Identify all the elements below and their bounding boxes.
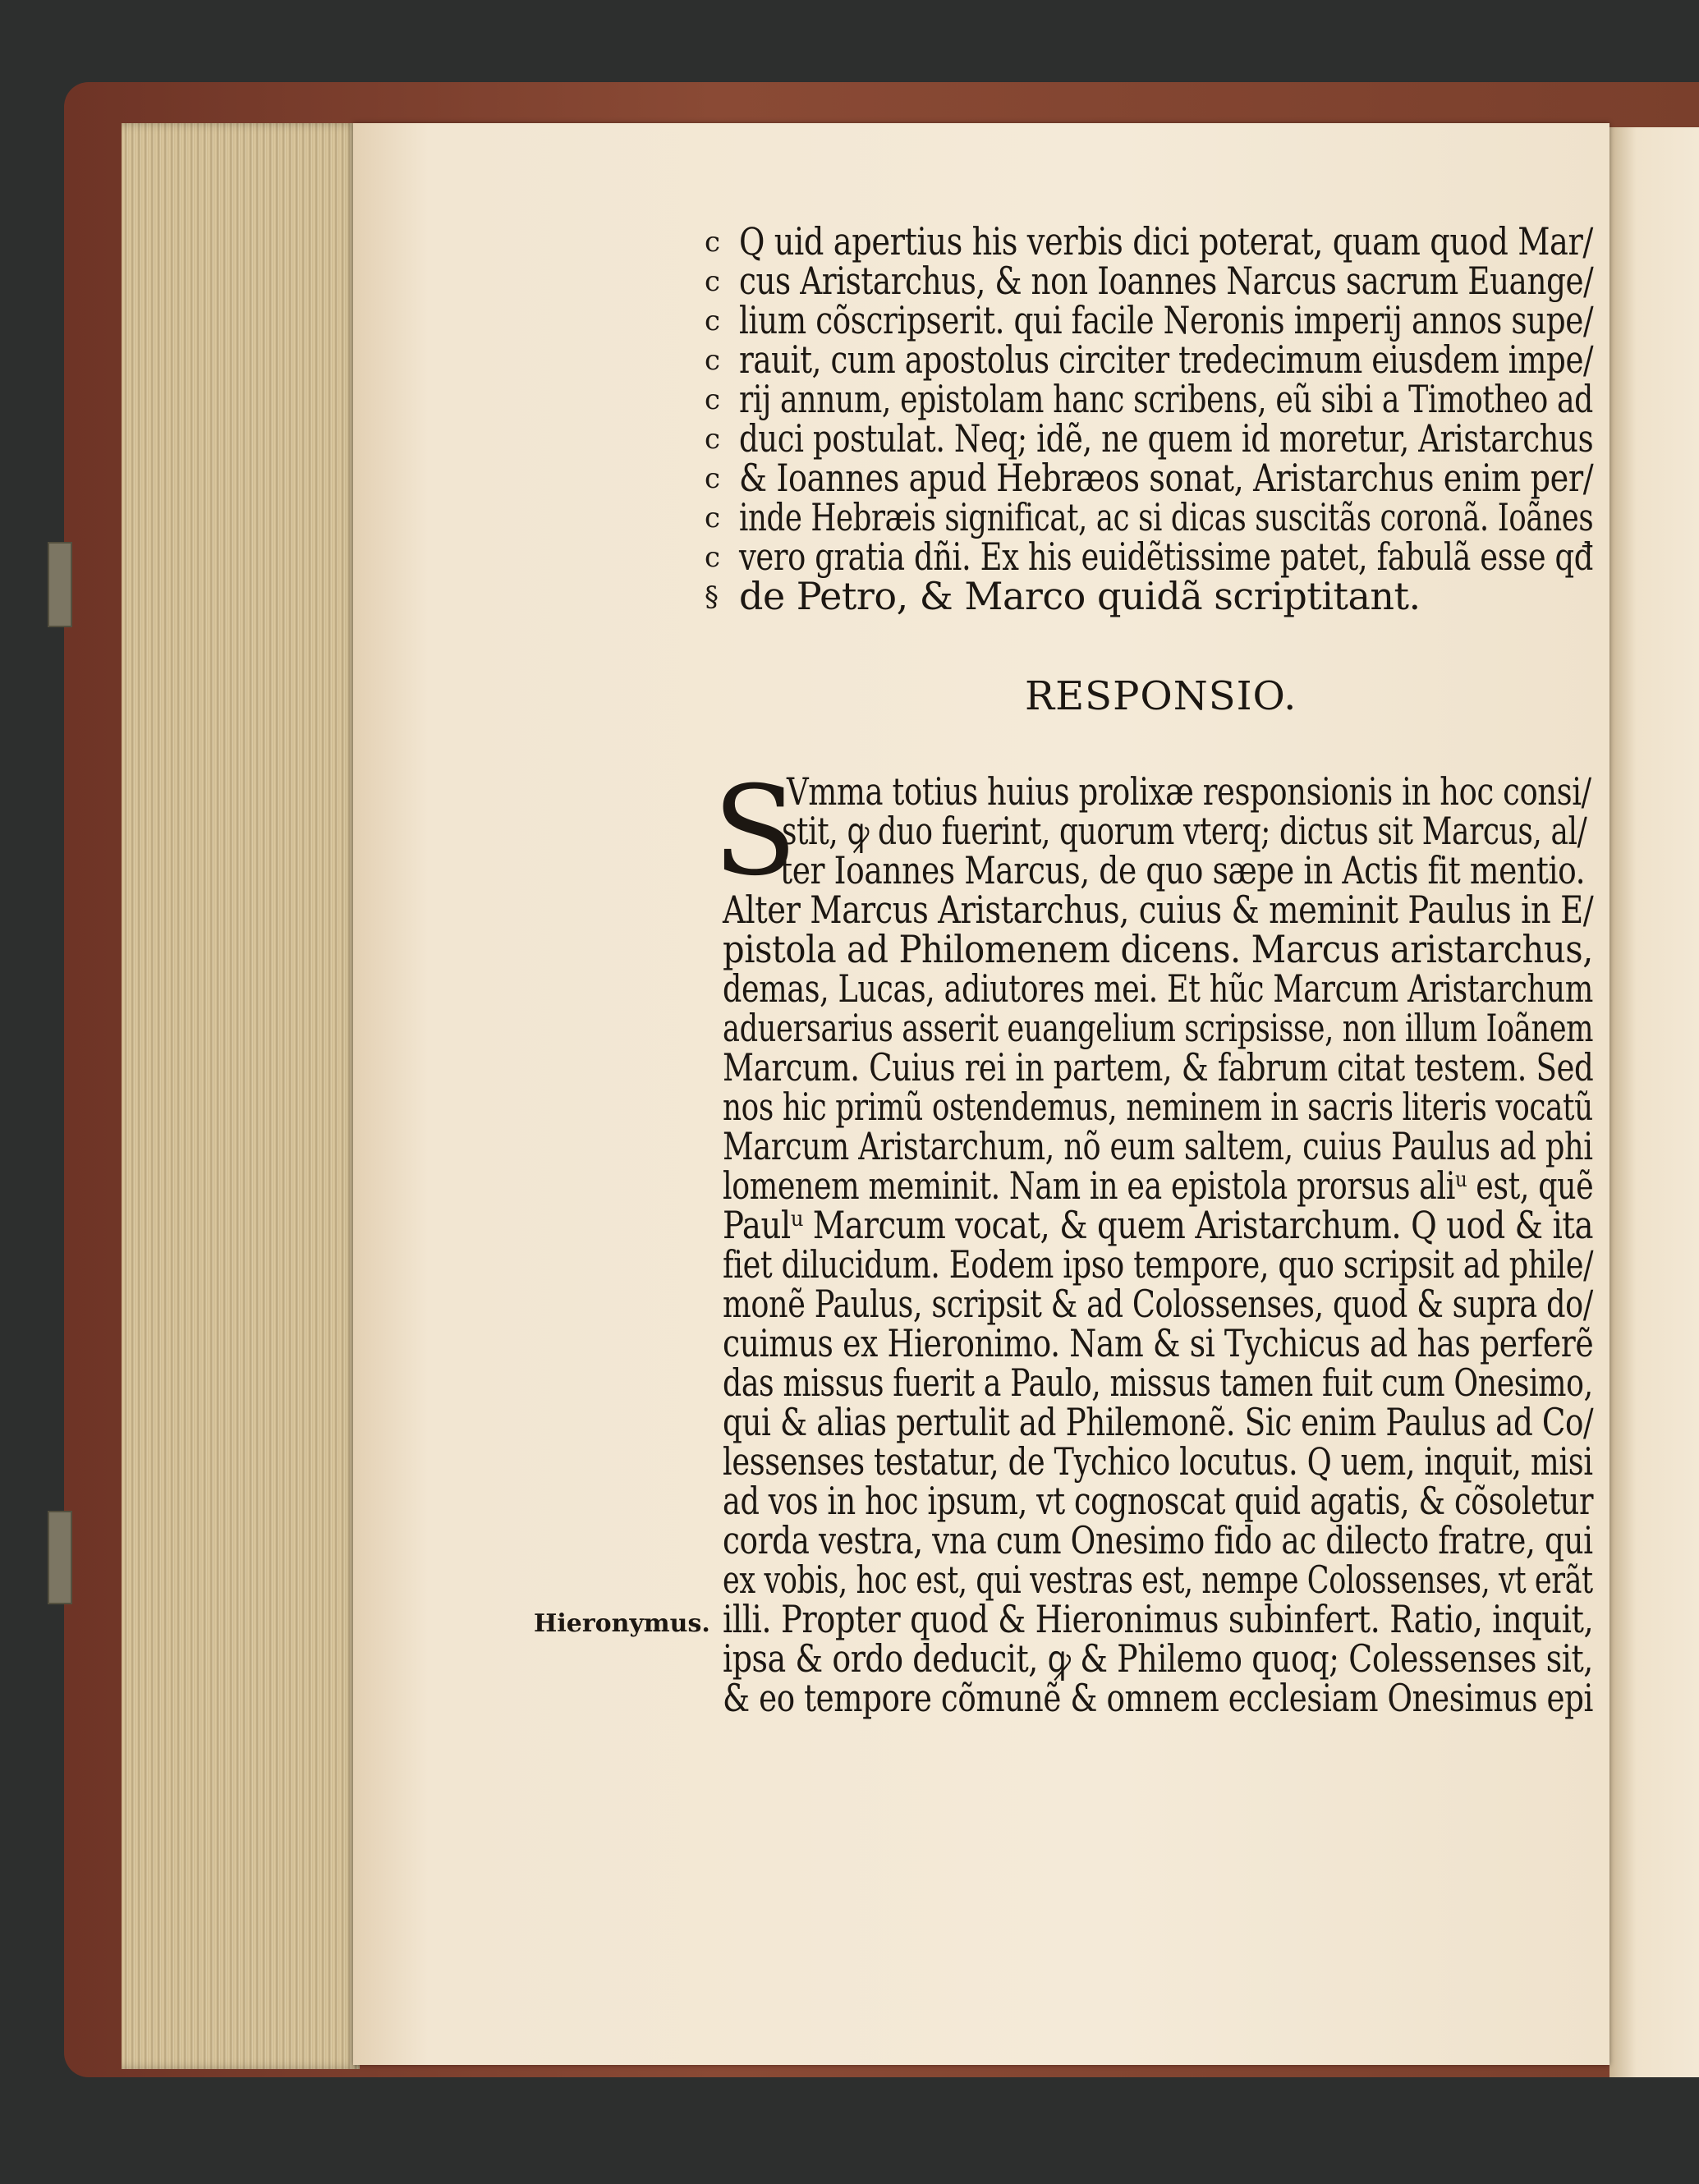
text-line: lomenem meminit. Nam in ea epistola prorsus aliᵘ est, quẽ xyxy=(723,1163,1594,1208)
top-passage xyxy=(739,219,1601,632)
quote-mark: c xyxy=(705,265,721,298)
quote-mark: c xyxy=(705,383,721,416)
quote-mark: c xyxy=(705,462,721,495)
text-line: illi. Propter quod & Hieronimus subinfert. Ratio, inquit, xyxy=(723,1597,1594,1641)
text-line: monẽ Paulus, scripsit & ad Colossenses, quod & supra do/ xyxy=(723,1282,1593,1326)
page-edges xyxy=(122,123,360,2069)
quote-mark: c xyxy=(705,423,721,456)
text-line: vero gratia dñi. Ex his euidẽtissime patet, fabulã esse qđ xyxy=(739,535,1593,579)
quote-mark: c xyxy=(705,305,721,337)
text-line: rij annum, epistolam hanc scribens, eũ sibi a Timotheo ad xyxy=(739,377,1593,421)
text-line: ad vos in hoc ipsum, vt cognoscat quid agatis, & cõsoletur xyxy=(723,1479,1594,1523)
quote-mark: c xyxy=(705,541,721,574)
text-line: qui & alias pertulit ad Philemonẽ. Sic enim Paulus ad Co/ xyxy=(723,1400,1594,1444)
quote-mark: § xyxy=(705,580,719,613)
text-line: lium cõscripserit. qui facile Neronis imperij annos supe/ xyxy=(739,298,1594,342)
drop-capital: S xyxy=(713,760,797,903)
text-line: Paulᵘ Marcum vocat, & quem Aristarchum. Q uod & ita xyxy=(723,1203,1594,1247)
text-line: & eo tempore cõmunẽ & omnem ecclesiam Onesimus epi xyxy=(723,1676,1593,1720)
text-line: duci postulat. Neq; idẽ, ne quem id moretur, Aristarchus xyxy=(739,416,1594,461)
text-line: Vmma totius huius prolixæ responsionis in hoc consi/ xyxy=(787,769,1591,814)
text-line: inde Hebræis significat, ac si dicas suscitãs coronã. Ioãnes xyxy=(739,495,1594,539)
text-line: & Ioannes apud Hebræos sonat, Aristarchus enim per/ xyxy=(739,456,1594,500)
text-line: Alter Marcus Aristarchus, cuius & meminit Paulus in E/ xyxy=(723,888,1594,932)
text-line: cuimus ex Hieronimo. Nam & si Tychicus ad has perferẽ xyxy=(723,1321,1594,1365)
text-line: rauit, cum apostolus circiter tredecimum eiusdem impe/ xyxy=(739,337,1594,382)
margin-note: Hieronymus. xyxy=(534,1609,710,1638)
section-heading: RESPONSIO. xyxy=(1025,673,1297,719)
text-line: de Petro, & Marco quidã scriptitant. xyxy=(739,574,1421,618)
quote-mark: c xyxy=(705,226,721,259)
text-line: corda vestra, vna cum Onesimo fido ac dilecto fratre, qui xyxy=(723,1518,1593,1562)
clasp-lower xyxy=(48,1511,72,1604)
text-line: lessenses testatur, de Tychico locutus. Q uem, inquit, misi xyxy=(723,1439,1593,1484)
text-line: pistola ad Philomenem dicens. Marcus aristarchus, xyxy=(723,927,1593,971)
clasp-upper xyxy=(48,542,72,627)
text-line: Marcum Aristarchum, nõ eum saltem, cuius Paulus ad phi xyxy=(723,1124,1593,1168)
text-line: ex vobis, hoc est, qui vestras est, nempe Colossenses, vt erãt xyxy=(723,1558,1593,1602)
text-line: cus Aristarchus, & non Ioannes Narcus sacrum Euange/ xyxy=(739,259,1594,303)
text-line: Marcum. Cuius rei in partem, & fabrum citat testem. Sed xyxy=(723,1045,1594,1090)
quote-mark: c xyxy=(705,344,721,377)
text-line: stit, ꝙ duo fuerint, quorum vterq; dictus sit Marcus, al/ xyxy=(782,809,1587,853)
text-line: demas, Lucas, adiutores mei. Et hũc Marcum Aristarchum xyxy=(723,966,1593,1011)
response-indented xyxy=(780,769,1600,895)
facing-page-edge xyxy=(1609,127,1699,2077)
text-line: aduersarius asserit euangelium scripsisse, non illum Ioãnem xyxy=(723,1006,1594,1050)
text-line: das missus fuerit a Paulo, missus tamen fuit cum Onesimo, xyxy=(723,1360,1593,1405)
text-line: fiet dilucidum. Eodem ipso tempore, quo scripsit ad phile/ xyxy=(723,1242,1594,1287)
text-line: ter Ioannes Marcus, de quo sæpe in Actis fit mentio. xyxy=(780,848,1586,892)
text-line: ipsa & ordo deducit, ꝙ & Philemo quoq; Colessenses sit, xyxy=(723,1636,1593,1681)
quote-mark: c xyxy=(705,502,721,535)
response-body xyxy=(723,890,1601,1793)
text-line: Q uid apertius his verbis dici poterat, quam quod Mar/ xyxy=(739,219,1593,264)
text-line: nos hic primũ ostendemus, neminem in sacris literis vocatũ xyxy=(723,1085,1593,1129)
